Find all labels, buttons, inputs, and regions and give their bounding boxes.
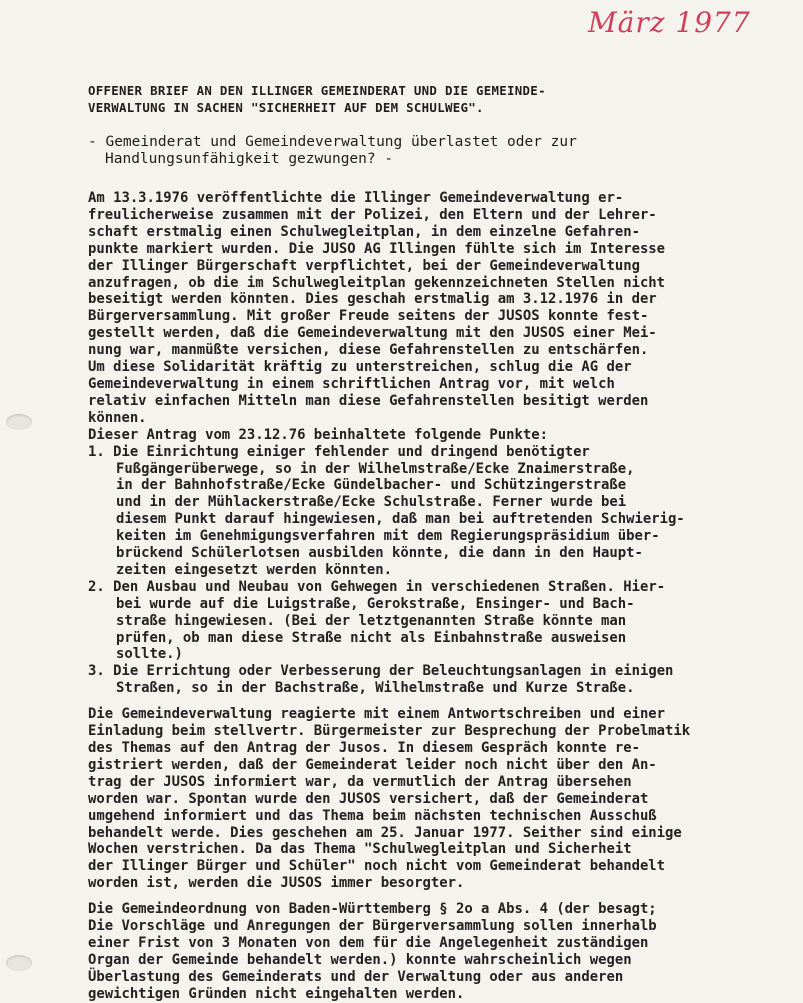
- list-item-first-line: [88, 663, 788, 680]
- text-line: worden war. Spontan wurde den JUSOS versichert, daß der Gemeinderat: [88, 790, 649, 807]
- text-line: schaft erstmalig einen Schulwegleitplan, in dem einzelne Gefahren-: [88, 223, 640, 240]
- text-line: Um diese Solidarität kräftig zu unterstreichen, schlug die AG der: [88, 359, 632, 376]
- text-line: der Illinger Bürger und Schüler" noch nicht vom Gemeinderat behandelt: [88, 858, 666, 875]
- text-line: und in der Mühlackerstraße/Ecke Schulstraße. Ferner wurde bei: [116, 494, 627, 511]
- text-line: Gemeindeverwaltung in einem schriftlichen Antrag vor, mit welch: [88, 375, 615, 392]
- text-line: punkte markiert wurden. Die JUSO AG Illingen fühlte sich im Interesse: [88, 240, 666, 257]
- text-line: Den Ausbau und Neubau von Gehwegen in verschiedenen Straßen. Hier-: [113, 578, 666, 595]
- text-line: gewichtigen Gründen nicht eingehalten werden.: [88, 985, 465, 1002]
- text-line: Die Einrichtung einiger fehlender und dringend benötigter: [113, 443, 590, 460]
- text-line: gestellt werden, daß die Gemeindeverwaltung mit den JUSOS einer Mei-: [88, 325, 657, 342]
- text-line: Bürgerversammlung. Mit großer Freude seitens der JUSOS konnte fest-: [88, 308, 649, 325]
- text-line: prüfen, ob man diese Straße nicht als Einbahnstraße ausweisen: [116, 629, 627, 646]
- text-line: Dieser Antrag vom 23.12.76 beinhaltete folgende Punkte:: [88, 426, 548, 443]
- list-number: 2.: [88, 578, 105, 595]
- list-number: 3.: [88, 663, 105, 680]
- paragraph-2: [88, 706, 788, 892]
- text-line: brückend Schülerlotsen ausbilden könnte, die dann in den Haupt-: [116, 545, 643, 562]
- text-line: können.: [88, 409, 147, 426]
- list-number: 1.: [88, 443, 105, 460]
- paragraph-gap: [88, 697, 788, 706]
- punch-hole-bottom: [6, 955, 32, 971]
- text-line: Wochen verstrichen. Da das Thema "Schulwegleitplan und Sicherheit: [88, 841, 632, 858]
- list-item: [88, 579, 788, 664]
- title-line: VERWALTUNG IN SACHEN "SICHERHEIT AUF DEM SCHULWEG".: [88, 100, 484, 115]
- text-line: Einladung beim stellvertr. Bürgermeister zur Besprechung der Probelmatik: [88, 723, 691, 740]
- list-item: [88, 663, 788, 697]
- text-line: keiten im Genehmigungsverfahren mit dem Regierungspräsidium über-: [116, 528, 660, 545]
- text-line: Die Errichtung oder Verbesserung der Beleuchtungsanlagen in einigen: [113, 663, 674, 680]
- text-line: relativ einfachen Mitteln man diese Gefahrenstellen besitigt werden: [88, 392, 649, 409]
- letter-title: [88, 82, 678, 116]
- text-line: Am 13.3.1976 veröffentlichte die Illinger Gemeindeverwaltung er-: [88, 190, 624, 206]
- text-line: nung war, manmüßte versichen, diese Gefahrenstellen zu entschärfen.: [88, 342, 649, 359]
- text-line: Die Vorschläge und Anregungen der Bürgerversammlung sollen innerhalb: [88, 918, 657, 935]
- text-line: einer Frist von 3 Monaten von dem für die Angelegenheit zuständigen: [88, 934, 649, 951]
- text-line: der Illinger Bürgerschaft verpflichtet, bei der Gemeindeverwaltung: [88, 257, 640, 274]
- text-line: zeiten eingesetzt werden könnten.: [116, 561, 392, 578]
- paragraph-3: [88, 901, 788, 1002]
- subtitle-line: - Gemeinderat und Gemeindeverwaltung überlastet oder zur: [88, 134, 577, 150]
- text-line: in der Bahnhofstraße/Ecke Gündelbacher- und Schützingerstraße: [116, 477, 627, 494]
- text-line: trag der JUSOS informiert war, da vermutlich der Antrag übersehen: [88, 773, 632, 790]
- text-line: Überlastung des Gemeinderats und der Verwaltung oder aus anderen: [88, 968, 624, 985]
- text-line: Die Gemeindeverwaltung reagierte mit einem Antwortschreiben und einer: [88, 706, 666, 723]
- punch-hole-top: [6, 414, 32, 430]
- letter-body: [88, 190, 788, 1003]
- text-line: beseitigt werden könnten. Dies geschah erstmalig am 3.12.1976 in der: [88, 291, 657, 308]
- title-line: OFFENER BRIEF AN DEN ILLINGER GEMEINDERAT UND DIE GEMEINDE-: [88, 83, 546, 98]
- text-line: diesem Punkt darauf hingewiesen, daß man bei auftretenden Schwierig-: [116, 511, 685, 528]
- text-line: Fußgängerüberwege, so in der Wilhelmstraße/Ecke Znaimerstraße,: [116, 460, 635, 477]
- text-line: Organ der Gemeinde behandelt werden.) konnte wahrscheinlich wegen: [88, 951, 632, 968]
- text-line: gistriert werden, daß der Gemeinderat leider noch nicht über den An-: [88, 756, 657, 773]
- text-line: umgehend informiert und das Thema beim nächsten technischen Ausschuß: [88, 807, 657, 824]
- letter-subtitle: [88, 134, 688, 168]
- list-item: [88, 444, 788, 579]
- text-line: bei wurde auf die Luigstraße, Gerokstraße, Ensinger- und Bach-: [116, 595, 635, 612]
- text-line: straße hingewiesen. (Bei der letztgenannten Straße könnte man: [116, 612, 627, 629]
- list-item-first-line: [88, 579, 788, 596]
- text-line: worden ist, werden die JUSOS immer besorgter.: [88, 875, 465, 892]
- text-line: des Themas auf den Antrag der Jusos. In diesem Gespräch konnte re-: [88, 740, 640, 756]
- text-line: freulicherweise zusammen mit der Polizei, den Eltern und der Lehrer-: [88, 206, 657, 223]
- handwritten-date: März 1977: [588, 6, 751, 39]
- paragraph-1: [88, 190, 788, 444]
- text-line: behandelt werde. Dies geschehen am 25. Januar 1977. Seither sind einige: [88, 824, 682, 841]
- text-line: Die Gemeindeordnung von Baden-Württemberg § 2o a Abs. 4 (der besagt;: [88, 901, 657, 918]
- text-line: anzufragen, ob die im Schulwegleitplan gekennzeichneten Stellen nicht: [88, 274, 666, 291]
- list-item-first-line: [88, 444, 788, 461]
- paragraph-gap: [88, 892, 788, 901]
- text-line: sollte.): [116, 646, 183, 663]
- text-line: Straßen, so in der Bachstraße, Wilhelmstraße und Kurze Straße.: [116, 680, 635, 697]
- subtitle-line: Handlungsunfähigkeit gezwungen? -: [105, 151, 394, 167]
